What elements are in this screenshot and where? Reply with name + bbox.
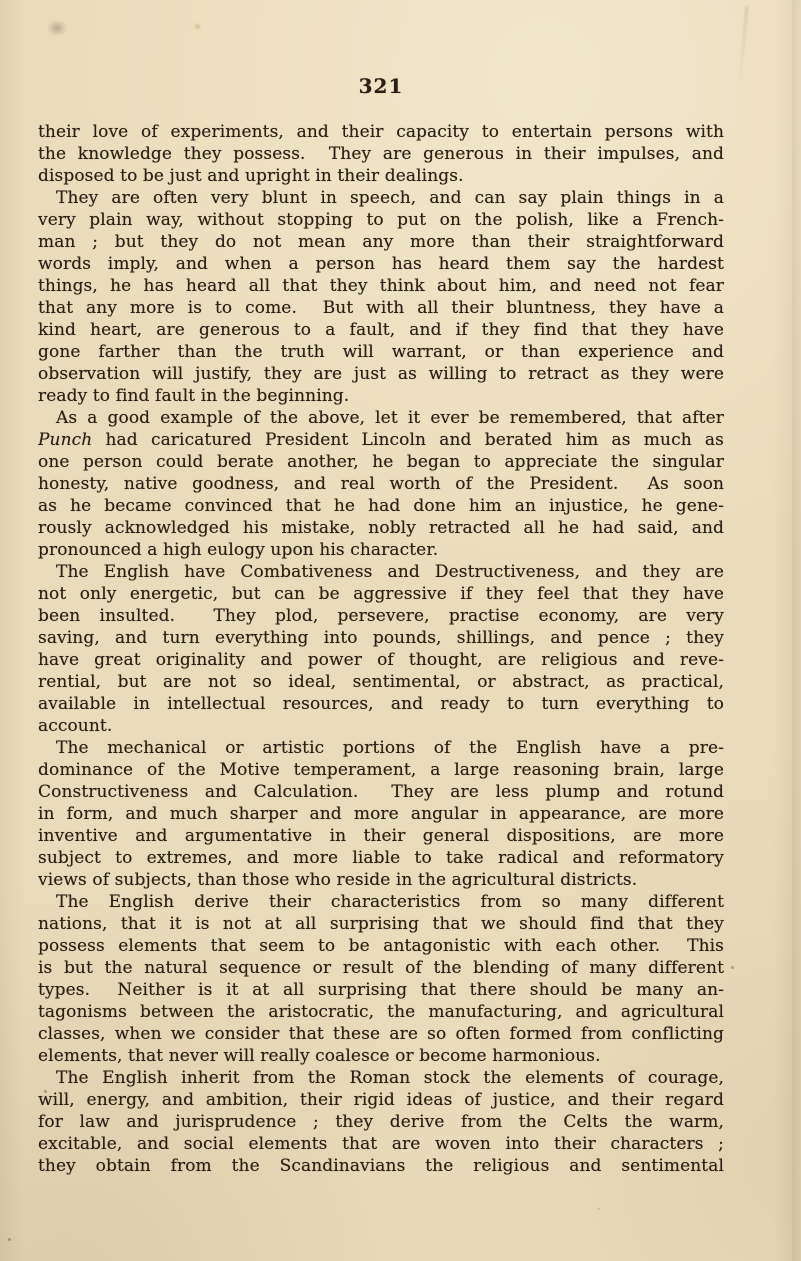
paper-spot <box>193 22 202 31</box>
text-line: inventive and argumentative in their general dispositions, are more <box>38 826 724 846</box>
text-line: elements, that never will really coalesce or become harmonious. <box>38 1046 601 1066</box>
text-line: have great originality and power of thought, are religious and reve- <box>38 650 724 670</box>
ink-speck <box>731 966 734 969</box>
text-line: words imply, and when a person has heard them say the hardest <box>38 254 724 274</box>
paragraph <box>38 1067 724 1177</box>
text-line: gone farther than the truth will warrant, or than experience and <box>38 342 724 362</box>
italic-text: Punch <box>38 430 93 450</box>
text-line <box>38 429 724 451</box>
text-line: very plain way, without stopping to put on the polish, like a French- <box>38 210 724 230</box>
text-line: Constructiveness and Calculation. They are less plump and rotund <box>38 782 724 802</box>
text-line: The English derive their characteristics from so many different <box>56 892 724 912</box>
text-line: the knowledge they possess. They are generous in their impulses, and <box>38 144 724 164</box>
text-line: man ; but they do not mean any more than their straightforward <box>38 232 724 252</box>
text-line: honesty, native goodness, and real worth of the President. As soon <box>38 474 724 494</box>
text-line: nations, that it is not at all surprising that we should find that they <box>38 914 724 934</box>
paragraph <box>38 891 724 1067</box>
text-line: saving, and turn everything into pounds, shillings, and pence ; they <box>38 628 724 648</box>
text-line: types. Neither is it at all surprising that there should be many an- <box>38 980 724 1000</box>
text-line: rential, but are not so ideal, sentimental, or abstract, as practical, <box>38 672 724 692</box>
text-line: As a good example of the above, let it ever be remembered, that after <box>56 408 724 428</box>
text-line: They are often very blunt in speech, and can say plain things in a <box>56 188 724 208</box>
ink-speck <box>8 1238 11 1241</box>
paragraph <box>38 561 724 737</box>
text-line: subject to extremes, and more liable to take radical and reformatory <box>38 848 724 868</box>
text-line: The mechanical or artistic portions of the English have a pre- <box>56 738 724 758</box>
text-line: as he became convinced that he had done him an injustice, he gene- <box>38 496 724 516</box>
ink-speck <box>598 1208 600 1210</box>
text-line: views of subjects, than those who reside in the agricultural districts. <box>38 870 638 890</box>
text-line: will, energy, and ambition, their rigid ideas of justice, and their regard <box>38 1090 724 1110</box>
paper-crease <box>739 6 749 84</box>
text-line: things, he has heard all that they think about him, and need not fear <box>38 276 724 296</box>
text-line: in form, and much sharper and more angular in appearance, are more <box>38 804 724 824</box>
text-line: been insulted. They plod, persevere, practise economy, are very <box>38 606 724 626</box>
text-line: classes, when we consider that these are so often formed from conflicting <box>38 1024 724 1044</box>
text-line: their love of experiments, and their capacity to entertain persons with <box>38 122 724 142</box>
text-line: available in intellectual resources, and ready to turn everything to <box>38 694 724 714</box>
text-line: that any more is to come. But with all their bluntness, they have a <box>38 298 724 318</box>
text-line: observation will justify, they are just as willing to retract as they were <box>38 364 724 384</box>
text-line: they obtain from the Scandinavians the religious and sentimental <box>38 1156 724 1176</box>
paragraph <box>38 187 724 407</box>
page-edge <box>792 0 801 1261</box>
text-line: not only energetic, but can be aggressive if they feel that they have <box>38 584 724 604</box>
text-line: tagonisms between the aristocratic, the manufacturing, and agricultural <box>38 1002 724 1022</box>
page-number: 321 <box>358 74 404 98</box>
text-line: possess elements that seem to be antagonistic with each other. This <box>38 936 724 956</box>
text-line: kind heart, are generous to a fault, and if they find that they have <box>38 320 724 340</box>
text-line: The English have Combativeness and Destructiveness, and they are <box>56 562 724 582</box>
text-line: ready to find fault in the beginning. <box>38 386 350 406</box>
text-line: excitable, and social elements that are woven into their characters ; <box>38 1134 724 1154</box>
text-line: pronounced a high eulogy upon his character. <box>38 540 439 560</box>
text-line: one person could berate another, he began to appreciate the singular <box>38 452 724 472</box>
paragraph <box>38 121 724 187</box>
text-segment: had caricatured President Lincoln and berated him as much as <box>92 430 724 450</box>
text-line: dominance of the Motive temperament, a large reasoning brain, large <box>38 760 724 780</box>
text-line: is but the natural sequence or result of the blending of many different <box>38 958 724 978</box>
text-line: The English inherit from the Roman stock the elements of courage, <box>56 1068 724 1088</box>
page-text <box>38 121 724 1177</box>
text-line: rously acknowledged his mistake, nobly retracted all he had said, and <box>38 518 724 538</box>
text-line: for law and jurisprudence ; they derive from the Celts the warm, <box>38 1112 724 1132</box>
text-line: account. <box>38 716 113 736</box>
text-line: disposed to be just and upright in their dealings. <box>38 166 464 186</box>
paper-smudge <box>44 18 70 38</box>
paragraph <box>38 407 724 561</box>
paragraph <box>38 737 724 891</box>
